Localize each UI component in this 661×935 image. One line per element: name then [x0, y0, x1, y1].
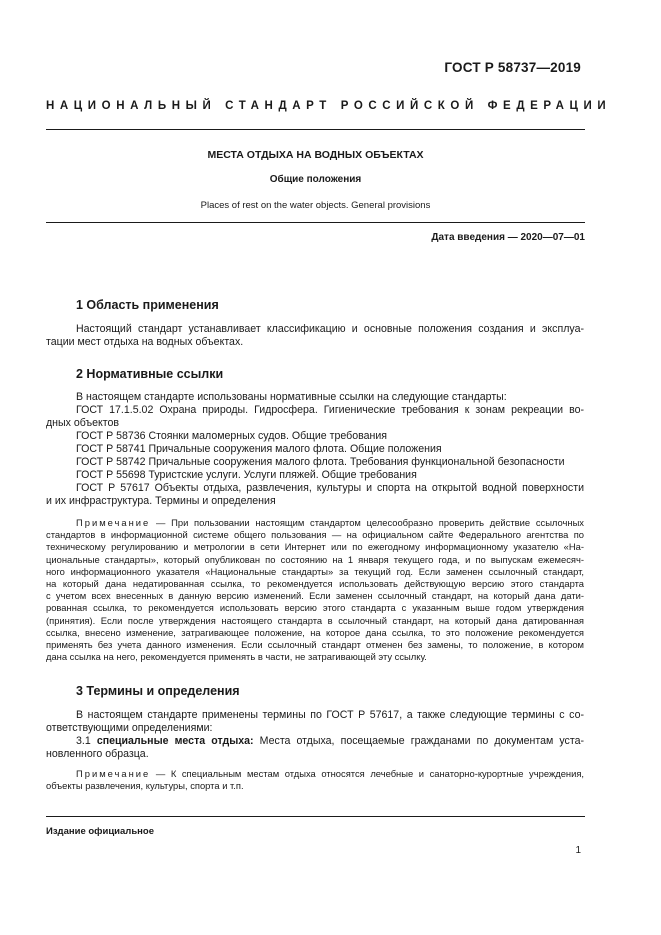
section-3-intro-line: В настоящем стандарте применены термины по ГОСТ Р 57617, а также следующие термины с со-: [76, 709, 584, 721]
note-line: рованная ссылка, то рекомендуется использовать версию этого стандарта с указанным выше годом утверждения: [46, 602, 584, 614]
term-definition: [46, 735, 584, 748]
header-divider: [46, 129, 585, 130]
reference-item-cont: дных объектов: [46, 417, 120, 429]
section-3-body: [46, 709, 584, 761]
note-line: техническому регулированию и метрологии в сети Интернет или по ежегодному информационному указателю «На-: [46, 541, 584, 553]
reference-item-cont: и их инфраструктура. Термины и определения: [46, 495, 276, 507]
note-label: Примечание: [76, 517, 151, 528]
term-definition-line: Места отдыха, посещаемые гражданами по документам уста-: [253, 735, 584, 747]
english-title: Places of rest on the water objects. General provisions: [200, 200, 431, 211]
gost-number: ГОСТ Р 58737—2019: [444, 60, 581, 75]
term-definition-line: новленного образца.: [46, 748, 149, 760]
note-line: ного информационного указателя «Национальные стандарты» за текущий год. Если заменен ссылочный стандарт,: [46, 565, 584, 577]
note-line: применять без учета данного изменения. Если ссылочный стандарт отменен без замены, то положение, в котором: [46, 639, 584, 651]
reference-item: ГОСТ 17.1.5.02 Охрана природы. Гидросфера. Гигиенические требования к зонам рекреации во-: [76, 404, 584, 416]
note-line: объекты развлечения, культуры, спорта и т.п.: [46, 780, 244, 792]
section-1-heading: 1 Область применения: [76, 298, 219, 312]
national-standard-banner: НАЦИОНАЛЬНЫЙ СТАНДАРТ РОССИЙСКОЙ ФЕДЕРАЦИИ: [46, 100, 612, 112]
reference-item: ГОСТ Р 58741 Причальные сооружения малого флота. Общие положения: [76, 443, 442, 455]
note-line: (принятия). Если после утверждения настоящего стандарта в ссылочный стандарт, на который дана датированная: [46, 614, 584, 626]
section-1-line: Настоящий стандарт устанавливает классификацию и основные положения создания и эксплуа-: [76, 323, 584, 335]
note-line: на который дана недатированная ссылка, то рекомендуется использовать действующую версию этого стандарта: [46, 578, 584, 590]
note-line: циональные стандарты», который опубликован по состоянию на 1 января текущего года, и по выпускам ежемесяч-: [46, 553, 584, 565]
title-divider: [46, 222, 585, 223]
reference-item: ГОСТ Р 55698 Туристские услуги. Услуги пляжей. Общие требования: [76, 469, 417, 481]
note-line: ссылка, внесено изменение, затрагивающее положение, на которое дана ссылка, то это положение рекомендуется: [46, 626, 584, 638]
reference-item: ГОСТ Р 58742 Причальные сооружения малого флота. Требования функциональной безопасности: [76, 456, 565, 468]
reference-item: ГОСТ Р 58736 Стоянки маломерных судов. Общие требования: [76, 430, 387, 442]
section-1-body: [46, 323, 584, 349]
note-line: дана ссылка на него, рекомендуется применять в части, не затрагивающей эту ссылку.: [46, 651, 427, 663]
note-line: — При пользовании настоящим стандартом целесообразно проверить действие ссылочных: [150, 517, 584, 528]
note-line: стандартов в информационной системе общего пользования — на официальном сайте Федерального агентства по: [46, 529, 584, 541]
footer-divider: [46, 816, 585, 817]
section-2-body: [46, 391, 584, 508]
section-3-note: [46, 768, 584, 792]
section-2-intro: В настоящем стандарте использованы нормативные ссылки на следующие стандарты:: [76, 391, 507, 403]
section-3-heading: 3 Термины и определения: [76, 684, 240, 698]
note-label: Примечание: [76, 768, 151, 779]
term-number: 3.1: [76, 735, 91, 747]
section-1-line: тации мест отдыха на водных объектах.: [46, 336, 244, 348]
document-subtitle: Общие положения: [269, 174, 362, 185]
section-2-note: [46, 517, 584, 663]
document-title: МЕСТА ОТДЫХА НА ВОДНЫХ ОБЪЕКТАХ: [207, 149, 424, 161]
section-2-heading: 2 Нормативные ссылки: [76, 367, 224, 381]
term-name: специальные места отдыха:: [96, 735, 254, 747]
section-3-intro-line: ответствующими определениями:: [46, 722, 213, 734]
note-line: — К специальным местам отдыха относятся лечебные и санаторно-курортные учреждения,: [150, 768, 584, 779]
note-line: с учетом всех внесенных в данную версию изменений. Если заменен ссылочный стандарт, на который дана дати-: [46, 590, 584, 602]
reference-item: ГОСТ Р 57617 Объекты отдыха, развлечения, культуры и спорта на открытой водной поверхности: [76, 482, 584, 494]
page-number: 1: [575, 845, 581, 856]
official-edition-label: Издание официальное: [46, 826, 154, 837]
introduction-date: Дата введения — 2020—07—01: [431, 232, 585, 243]
